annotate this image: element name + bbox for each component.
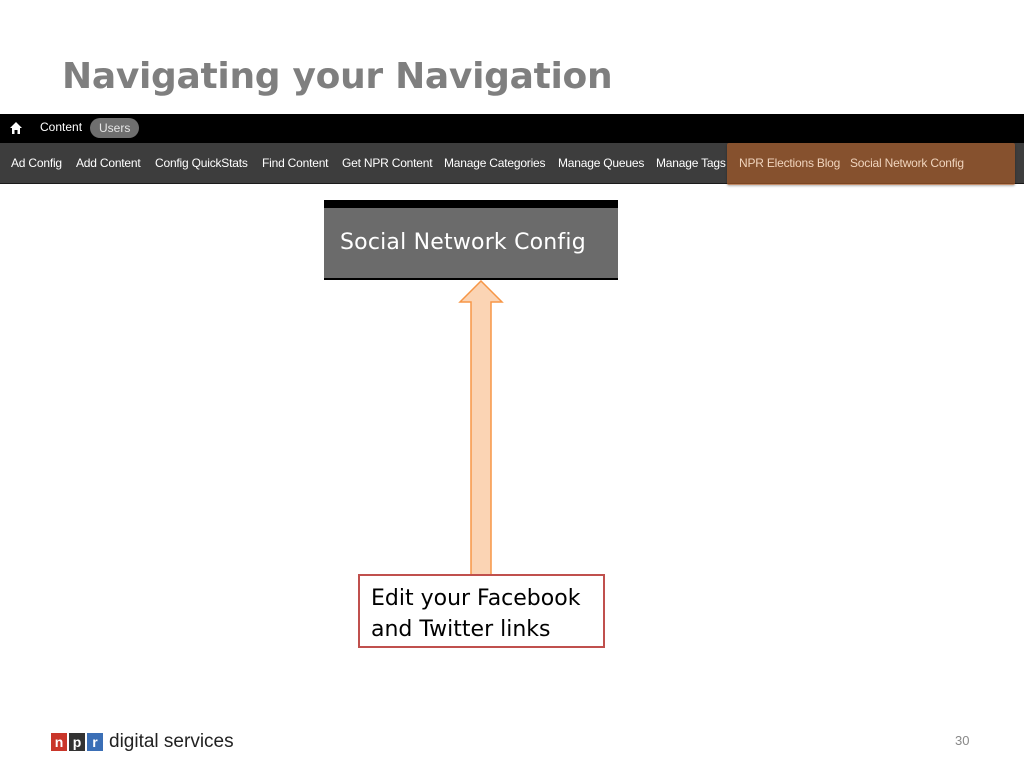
callout-line-1: Edit your Facebook: [371, 586, 581, 611]
home-icon[interactable]: [9, 121, 23, 135]
menu-item-config-quickstats[interactable]: Config QuickStats: [155, 156, 248, 170]
topbar-item-users[interactable]: Users: [90, 118, 139, 138]
footer-service-name: digital services: [109, 731, 234, 752]
npr-logo: [51, 733, 234, 753]
page-number: 30: [955, 733, 970, 748]
menu-item-manage-queues[interactable]: Manage Queues: [558, 156, 645, 170]
admin-topbar: [0, 114, 1024, 143]
menu-item-add-content[interactable]: Add Content: [76, 156, 141, 170]
callout-line-2: and Twitter links: [371, 617, 551, 642]
menu-item-ad-config[interactable]: Ad Config: [11, 156, 62, 170]
logo-letter-r: r: [87, 733, 103, 751]
logo-letter-n: n: [51, 733, 67, 751]
menu-item-get-npr-content[interactable]: Get NPR Content: [342, 156, 433, 170]
menu-item-find-content[interactable]: Find Content: [262, 156, 329, 170]
zoomed-menu-label: Social Network Config: [340, 230, 586, 255]
zoomed-menu-item: [324, 200, 618, 280]
menu-item-manage-categories[interactable]: Manage Categories: [444, 156, 546, 170]
up-arrow-icon: [458, 280, 504, 576]
menu-item-npr-elections-blog[interactable]: NPR Elections Blog: [739, 156, 841, 170]
menu-item-social-network-config[interactable]: Social Network Config: [850, 156, 964, 170]
menu-item-manage-tags[interactable]: Manage Tags: [656, 156, 726, 170]
topbar-item-content[interactable]: Content: [40, 120, 83, 134]
slide-title: Navigating your Navigation: [62, 56, 613, 97]
callout-box: [358, 574, 605, 648]
logo-letter-p: p: [69, 733, 85, 751]
